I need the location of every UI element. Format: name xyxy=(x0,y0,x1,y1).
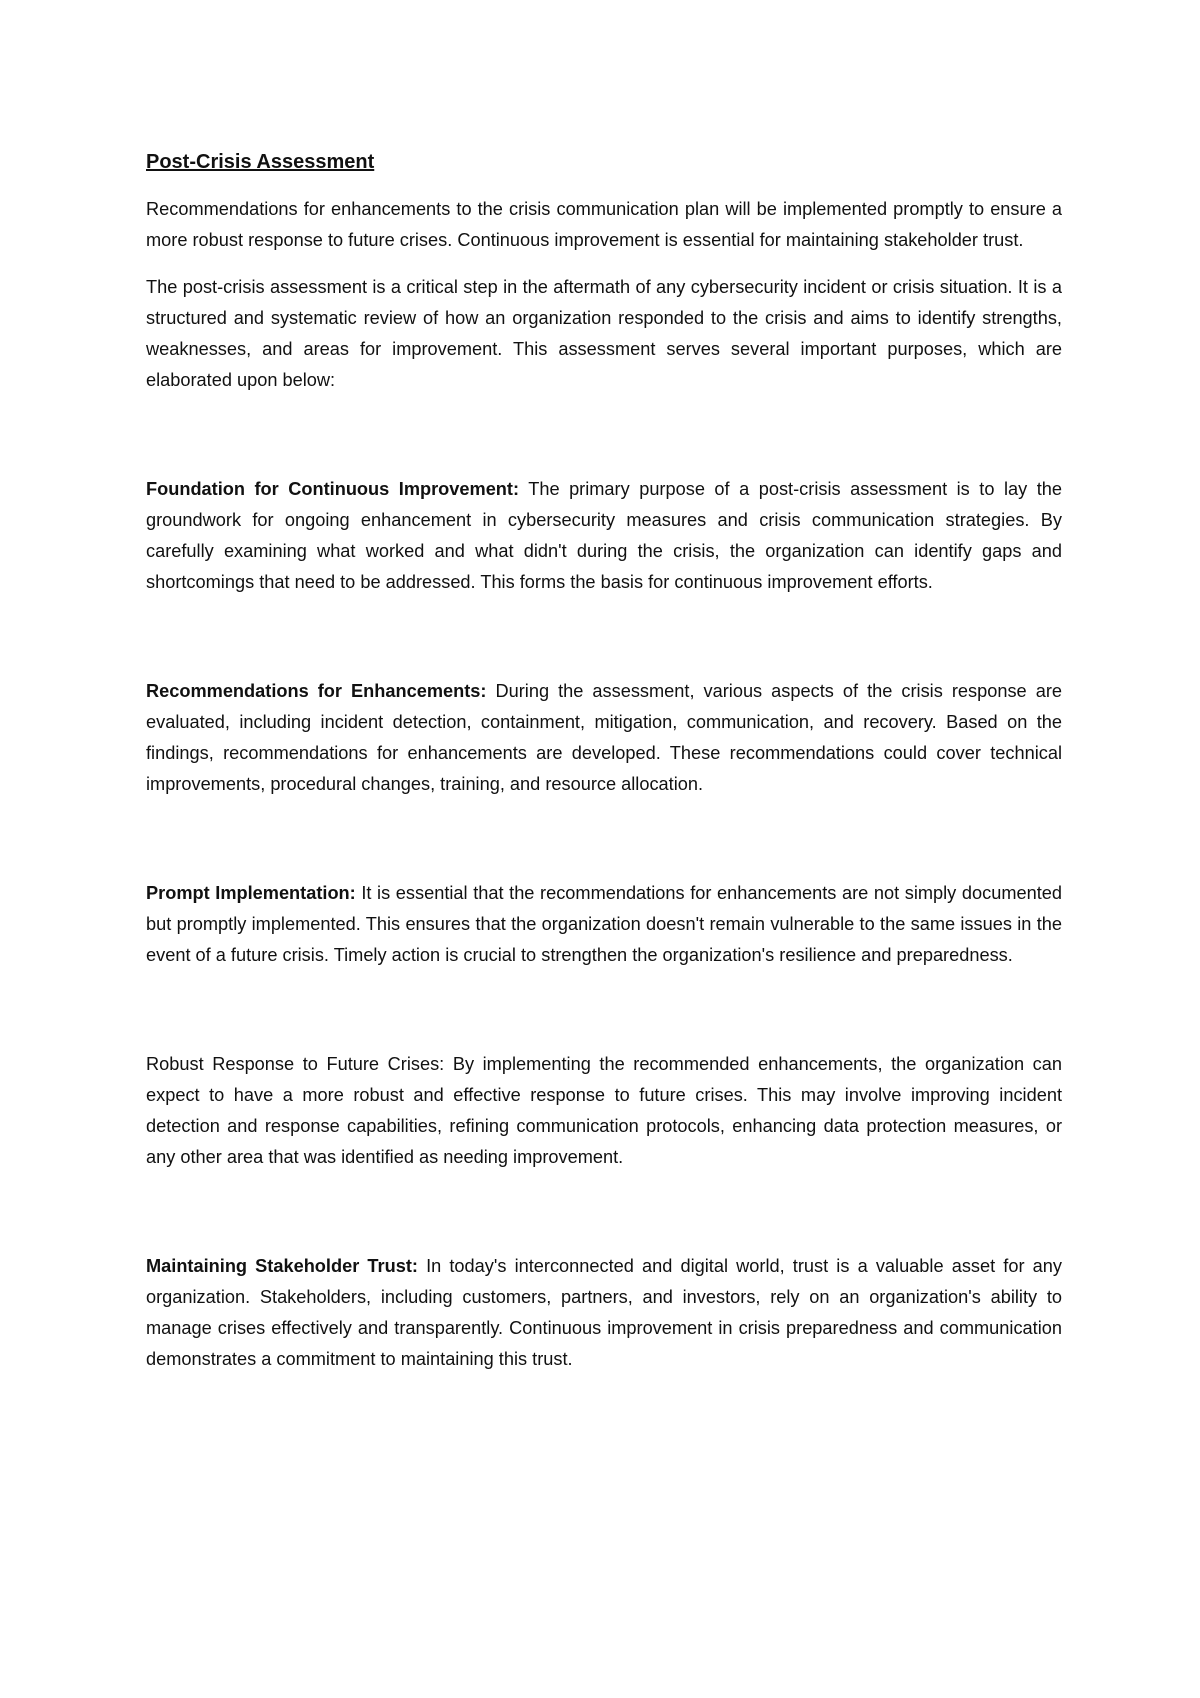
section-heading: Maintaining Stakeholder Trust: xyxy=(146,1256,418,1276)
section-body: During the assessment, various aspects of the crisis response are evaluated, including incident detection, containment, mitigation, communication, and recovery. Based on the findings, recommendations for enhancements are developed. These recommendations could cover technical improvements, procedural changes, training, and resource allocation. xyxy=(146,681,1062,794)
section-foundation xyxy=(146,474,1062,598)
section-heading: Recommendations for Enhancements: xyxy=(146,681,487,701)
section-prompt-implementation xyxy=(146,878,1062,971)
section-body: Robust Response to Future Crises: By implementing the recommended enhancements, the organization can expect to have a more robust and effective response to future crises. This may involve improving incident detection and response capabilities, refining communication protocols, enhancing data protection measures, or any other area that was identified as needing improvement. xyxy=(146,1054,1062,1167)
intro-paragraph-1: Recommendations for enhancements to the crisis communication plan will be implemented promptly to ensure a more robust response to future crises. Continuous improvement is essential for maintaining stakeholder trust. xyxy=(146,199,1062,250)
section-heading: Prompt Implementation: xyxy=(146,883,356,903)
section-body: It is essential that the recommendations for enhancements are not simply documented but promptly implemented. This ensures that the organization doesn't remain vulnerable to the same issues in the event of a future crisis. Timely action is crucial to strengthen the organization's resilience and preparedness. xyxy=(146,883,1062,965)
section-stakeholder-trust xyxy=(146,1251,1062,1375)
section-robust-response xyxy=(146,1049,1062,1173)
intro-paragraph-2: The post-crisis assessment is a critical step in the aftermath of any cybersecurity incident or crisis situation. It is a structured and systematic review of how an organization responded to the crisis and aims to identify strengths, weaknesses, and areas for improvement. This assessment serves several important purposes, which are elaborated upon below: xyxy=(146,277,1062,390)
section-body: In today's interconnected and digital world, trust is a valuable asset for any organization. Stakeholders, including customers, partners, and investors, rely on an organization's ability to manage crises effectively and transparently. Continuous improvement in crisis preparedness and communication demonstrates a commitment to maintaining this trust. xyxy=(146,1256,1062,1369)
document-page xyxy=(146,148,1062,1391)
section-body: The primary purpose of a post-crisis assessment is to lay the groundwork for ongoing enhancement in cybersecurity measures and crisis communication strategies. By carefully examining what worked and what didn't during the crisis, the organization can identify gaps and shortcomings that need to be addressed. This forms the basis for continuous improvement efforts. xyxy=(146,479,1062,592)
section-recommendations xyxy=(146,676,1062,800)
section-heading: Foundation for Continuous Improvement: xyxy=(146,479,520,499)
page-title: Post-Crisis Assessment xyxy=(146,151,375,173)
